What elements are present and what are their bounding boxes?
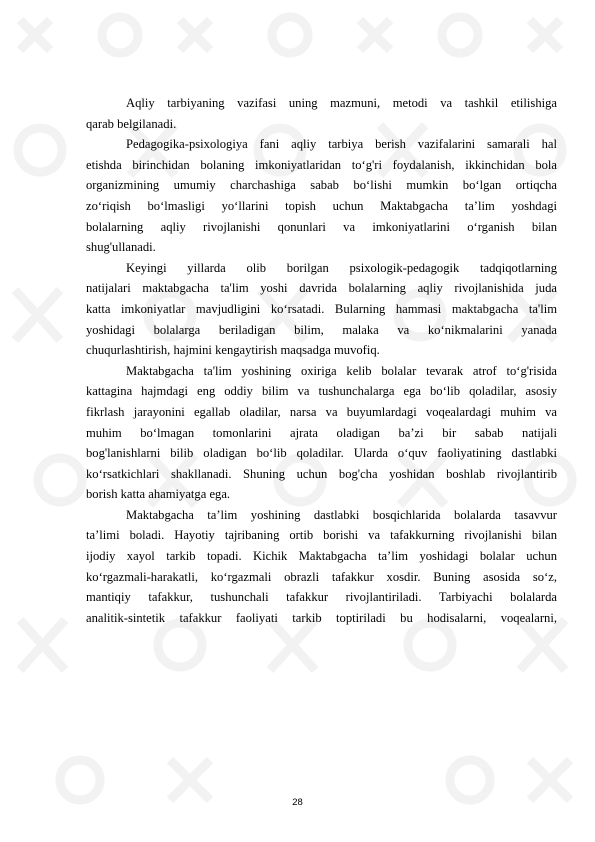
document-body [86, 93, 557, 628]
text-line: organizmining umumiy charchashiga sabab bo‘lishi mumkin bo‘lgan ortiqcha [86, 178, 557, 193]
text-line: etishda birinchidan bolaning imkoniyatlaridan to‘g'ri foydalanish, ikkinchidan bola [86, 157, 557, 172]
text-line: mantiqiy tafakkur, tushunchali tafakkur rivojlantiriladi. Tarbiyachi bolalarda [86, 590, 557, 605]
text-line: muhim bo‘lmagan tomonlarini ajrata oladigan ba’zi bir sabab natijali [86, 425, 557, 440]
paragraph [86, 361, 557, 505]
text-line: Aqliy tarbiyaning vazifasi uning mazmuni, metodi va tashkil etilishiga [126, 96, 557, 110]
paragraph [86, 258, 557, 361]
text-line: Maktabgacha ta'lim yoshining oxiriga kelib bolalar tevarak atrof to‘g'risida [126, 363, 557, 378]
text-line: chuqurlashtirish, hajmini kengaytirish maqsadga muvofiq. [86, 343, 380, 358]
text-line: Pedagogika-psixologiya fani aqliy tarbiya berish vazifalarini samarali hal [126, 137, 557, 152]
text-line: qarab belgilanadi. [86, 116, 177, 131]
text-line: katta imkoniyatlar mavjudligini ko‘rsatadi. Bularning hammasi maktabgacha ta'lim [86, 301, 557, 316]
paragraph [86, 134, 557, 258]
text-line: shug'ullanadi. [86, 240, 156, 255]
text-line: Maktabgacha ta’lim yoshining dastlabki bosqichlarida bolalarda tasavvur [126, 507, 557, 522]
text-line: natijalari maktabgacha ta'lim yoshi davrida bolalarning aqliy rivojlanishida juda [86, 281, 557, 296]
text-line: yoshidagi bolalarga beriladigan bilim, malaka va ko‘nikmalarini yanada [86, 322, 557, 337]
text-line: ko‘rgazmali-harakatli, ko‘rgazmali obrazli tafakkur xosdir. Buning asosida so‘z, [86, 569, 557, 584]
text-line: borish katta ahamiyatga ega. [86, 487, 231, 502]
text-line: kattagina hajmdagi eng oddiy bilim va tushunchalarga ega bo‘lib qoladilar, asosiy [86, 384, 557, 399]
text-line: Keyingi yillarda olib borilgan psixologik-pedagogik tadqiqotlarning [126, 260, 557, 275]
text-line: ko‘rsatkichlari shakllanadi. Shuning uchun bog'cha yoshidan boshlab rivojlantirib [86, 466, 557, 481]
paragraph [86, 505, 557, 629]
text-line: analitik-sintetik tafakkur faoliyati tarkib toptiriladi bu hodisalarni, voqealarni, [86, 610, 557, 625]
text-line: bog'lanishlarni bilib oladigan bo‘lib qoladilar. Ularda o‘quv faoliyatining dastlabki [86, 446, 557, 461]
text-line: bolalarning aqliy rivojlanishi qonunlari va imkoniyatlarini o‘rganish bilan [86, 219, 557, 234]
paragraph [86, 93, 557, 134]
text-line: ijodiy xayol tarkib topadi. Kichik Maktabgacha ta’lim yoshidagi bolalar uchun [86, 549, 557, 564]
text-line: zo‘riqish bo‘lmasligi yo‘llarini topish uchun Maktabgacha ta’lim yoshdagi [86, 198, 557, 213]
page-number: 28 [292, 797, 303, 808]
text-line: fikrlash jarayonini egallab oladilar, narsa va buyumlardagi voqealardagi muhim va [86, 404, 557, 419]
text-line: ta’limi boladi. Hayotiy tajribaning ortib borishi va tafakkurning rivojlanishi bilan [86, 528, 557, 543]
